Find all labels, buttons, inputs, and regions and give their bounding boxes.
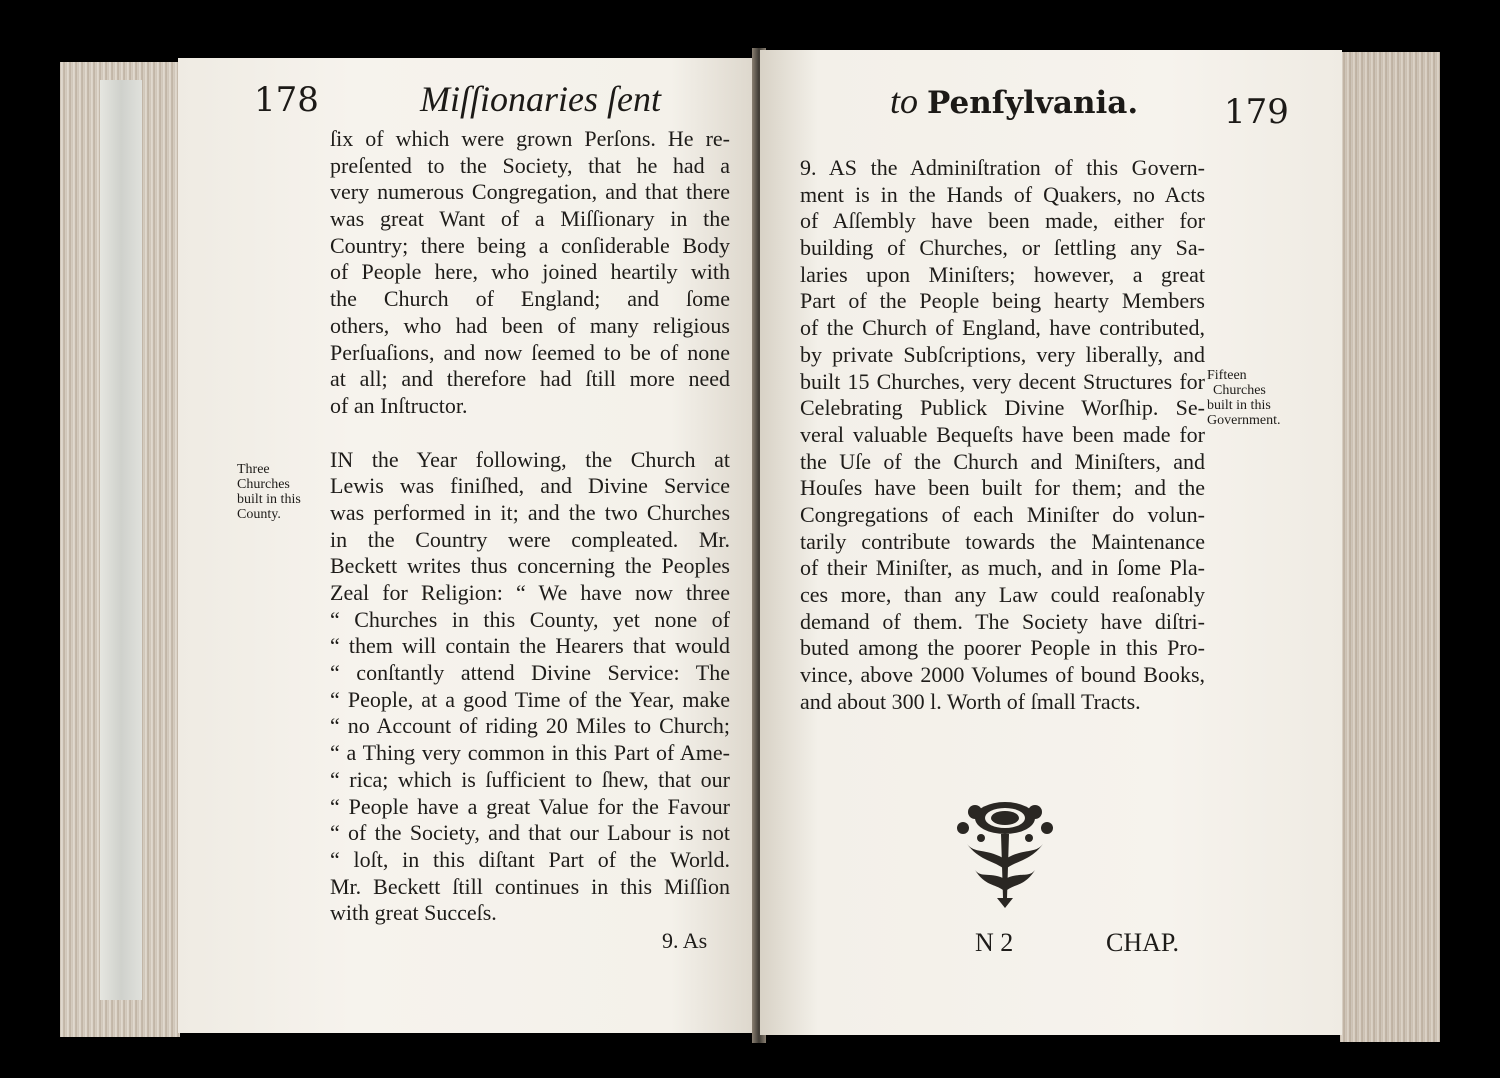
text-line: “ Churches in this County, yet none of [330,606,730,632]
text-line: “ loſt, in this diſtant Part of the World. [330,846,730,872]
text-line: tarily contribute towards the Maintenance [800,528,1205,554]
text-line: of the Church of England, have contributed, [800,315,1205,341]
text-line: and about 300 l. Worth of ſmall Tracts. [800,688,1141,714]
text-line: “ rica; which is ſufficient to ſhew, that our [330,766,730,792]
text-line: “ a Thing very common in this Part of Ame- [330,740,730,766]
right-marginal-note [1207,368,1280,428]
text-line: Zeal for Religion: “ We have now three [330,580,730,605]
signature-mark: N 2 [975,928,1014,957]
text-line: vince, above 2000 Volumes of bound Books, [800,662,1205,688]
text-line: “ them will contain the Hearers that would [330,633,730,659]
note-line: Churches [1213,383,1266,398]
text-line: of their Miniſter, as much, and in ſome Pla- [800,555,1205,581]
text-line: at all; and therefore had ſtill more need [330,366,730,392]
left-running-head: Miſſionaries ſent [420,79,661,119]
text-line: Celebrating Publick Divine Worſhip. Se- [800,395,1205,421]
text-line: Country; there being a conſiderable Body [330,232,730,258]
right-page-number: 179 [1224,92,1289,132]
text-line: ces more, than any Law could reaſonably [800,582,1205,607]
note-line: Churches [237,477,290,492]
text-line: was great Want of a Miſſionary in the [330,206,730,232]
text-line: “ no Account of riding 20 Miles to Church; [330,713,730,739]
text-line: “ of the Society, and that our Labour is not [330,820,730,846]
text-line: Lewis was finiſhed, and Divine Service [330,473,730,499]
text-line: the Uſe of the Church and Miniſters, and [800,448,1205,474]
text-line: Part of the People being hearty Members [800,288,1205,314]
text-line: of Aſſembly have been made, either for [800,208,1205,234]
running-head-prefix: to [890,81,919,121]
text-line: “ People, at a good Time of the Year, make [330,686,730,712]
note-line: Three [237,462,270,477]
text-line: 9. AS the Adminiſtration of this Govern- [800,155,1205,180]
text-line: the Church of England; and ſome [330,286,730,312]
right-catchword: CHAP. [1106,928,1179,957]
text-line: veral valuable Bequeſts have been made for [800,421,1205,447]
right-page-edges [1340,52,1440,1042]
text-line: in the Country were compleated. Mr. [330,526,730,552]
left-marginal-note [237,462,301,522]
left-catchword: 9. As [662,928,708,953]
text-line: built 15 Churches, very decent Structures for [800,368,1205,394]
text-line: was performed in it; and the two Churches [330,499,730,525]
bookmark-strip [100,80,142,1000]
text-line: IN the Year following, the Church at [330,446,730,472]
note-line: built in this [1207,398,1271,413]
text-line: buted among the poorer People in this Pro- [800,635,1205,661]
text-line: of an Inſtructor. [330,392,468,418]
text-line [330,420,730,447]
text-line: Perſuaſions, and now ſeemed to be of none [330,339,730,365]
note-line: Government. [1207,413,1281,428]
text-line: demand of them. The Society have diſtri- [800,608,1205,634]
left-page-number: 178 [254,80,319,120]
text-line: very numerous Congregation, and that there [330,179,730,205]
text-line: others, who had been of many religious [330,312,730,338]
text-line: “ conſtantly attend Divine Service: The [330,660,730,686]
text-line: preſented to the Society, that he had a [330,152,730,178]
right-running-head [890,80,1138,122]
note-line: Fifteen [1207,368,1247,383]
text-line: Mr. Beckett ſtill continues in this Miſſion [330,873,730,899]
text-line: Congregations of each Miniſter do volun- [800,501,1205,527]
text-line: building of Churches, or ſettling any Sa- [800,235,1205,261]
text-line: of People here, who joined heartily with [330,259,730,285]
text-line: ſix of which were grown Perſons. He re- [330,126,730,151]
text-line: Beckett writes thus concerning the Peoples [330,553,730,579]
floral-ornament-icon [945,798,1065,910]
text-line: Houſes have been built for them; and the [800,475,1205,501]
text-line: ment is in the Hands of Quakers, no Acts [800,181,1205,207]
text-line: by private Subſcriptions, very liberally, and [800,341,1205,367]
note-line: built in this [237,492,301,507]
note-line: County. [237,507,281,522]
running-head-title: Penſylvania. [927,85,1139,121]
text-line: “ People have a great Value for the Favour [330,793,730,819]
right-body-text [800,155,1205,715]
text-line: laries upon Miniſters; however, a great [800,261,1205,287]
left-body-text [330,126,730,927]
text-line: with great Succeſs. [330,900,497,926]
